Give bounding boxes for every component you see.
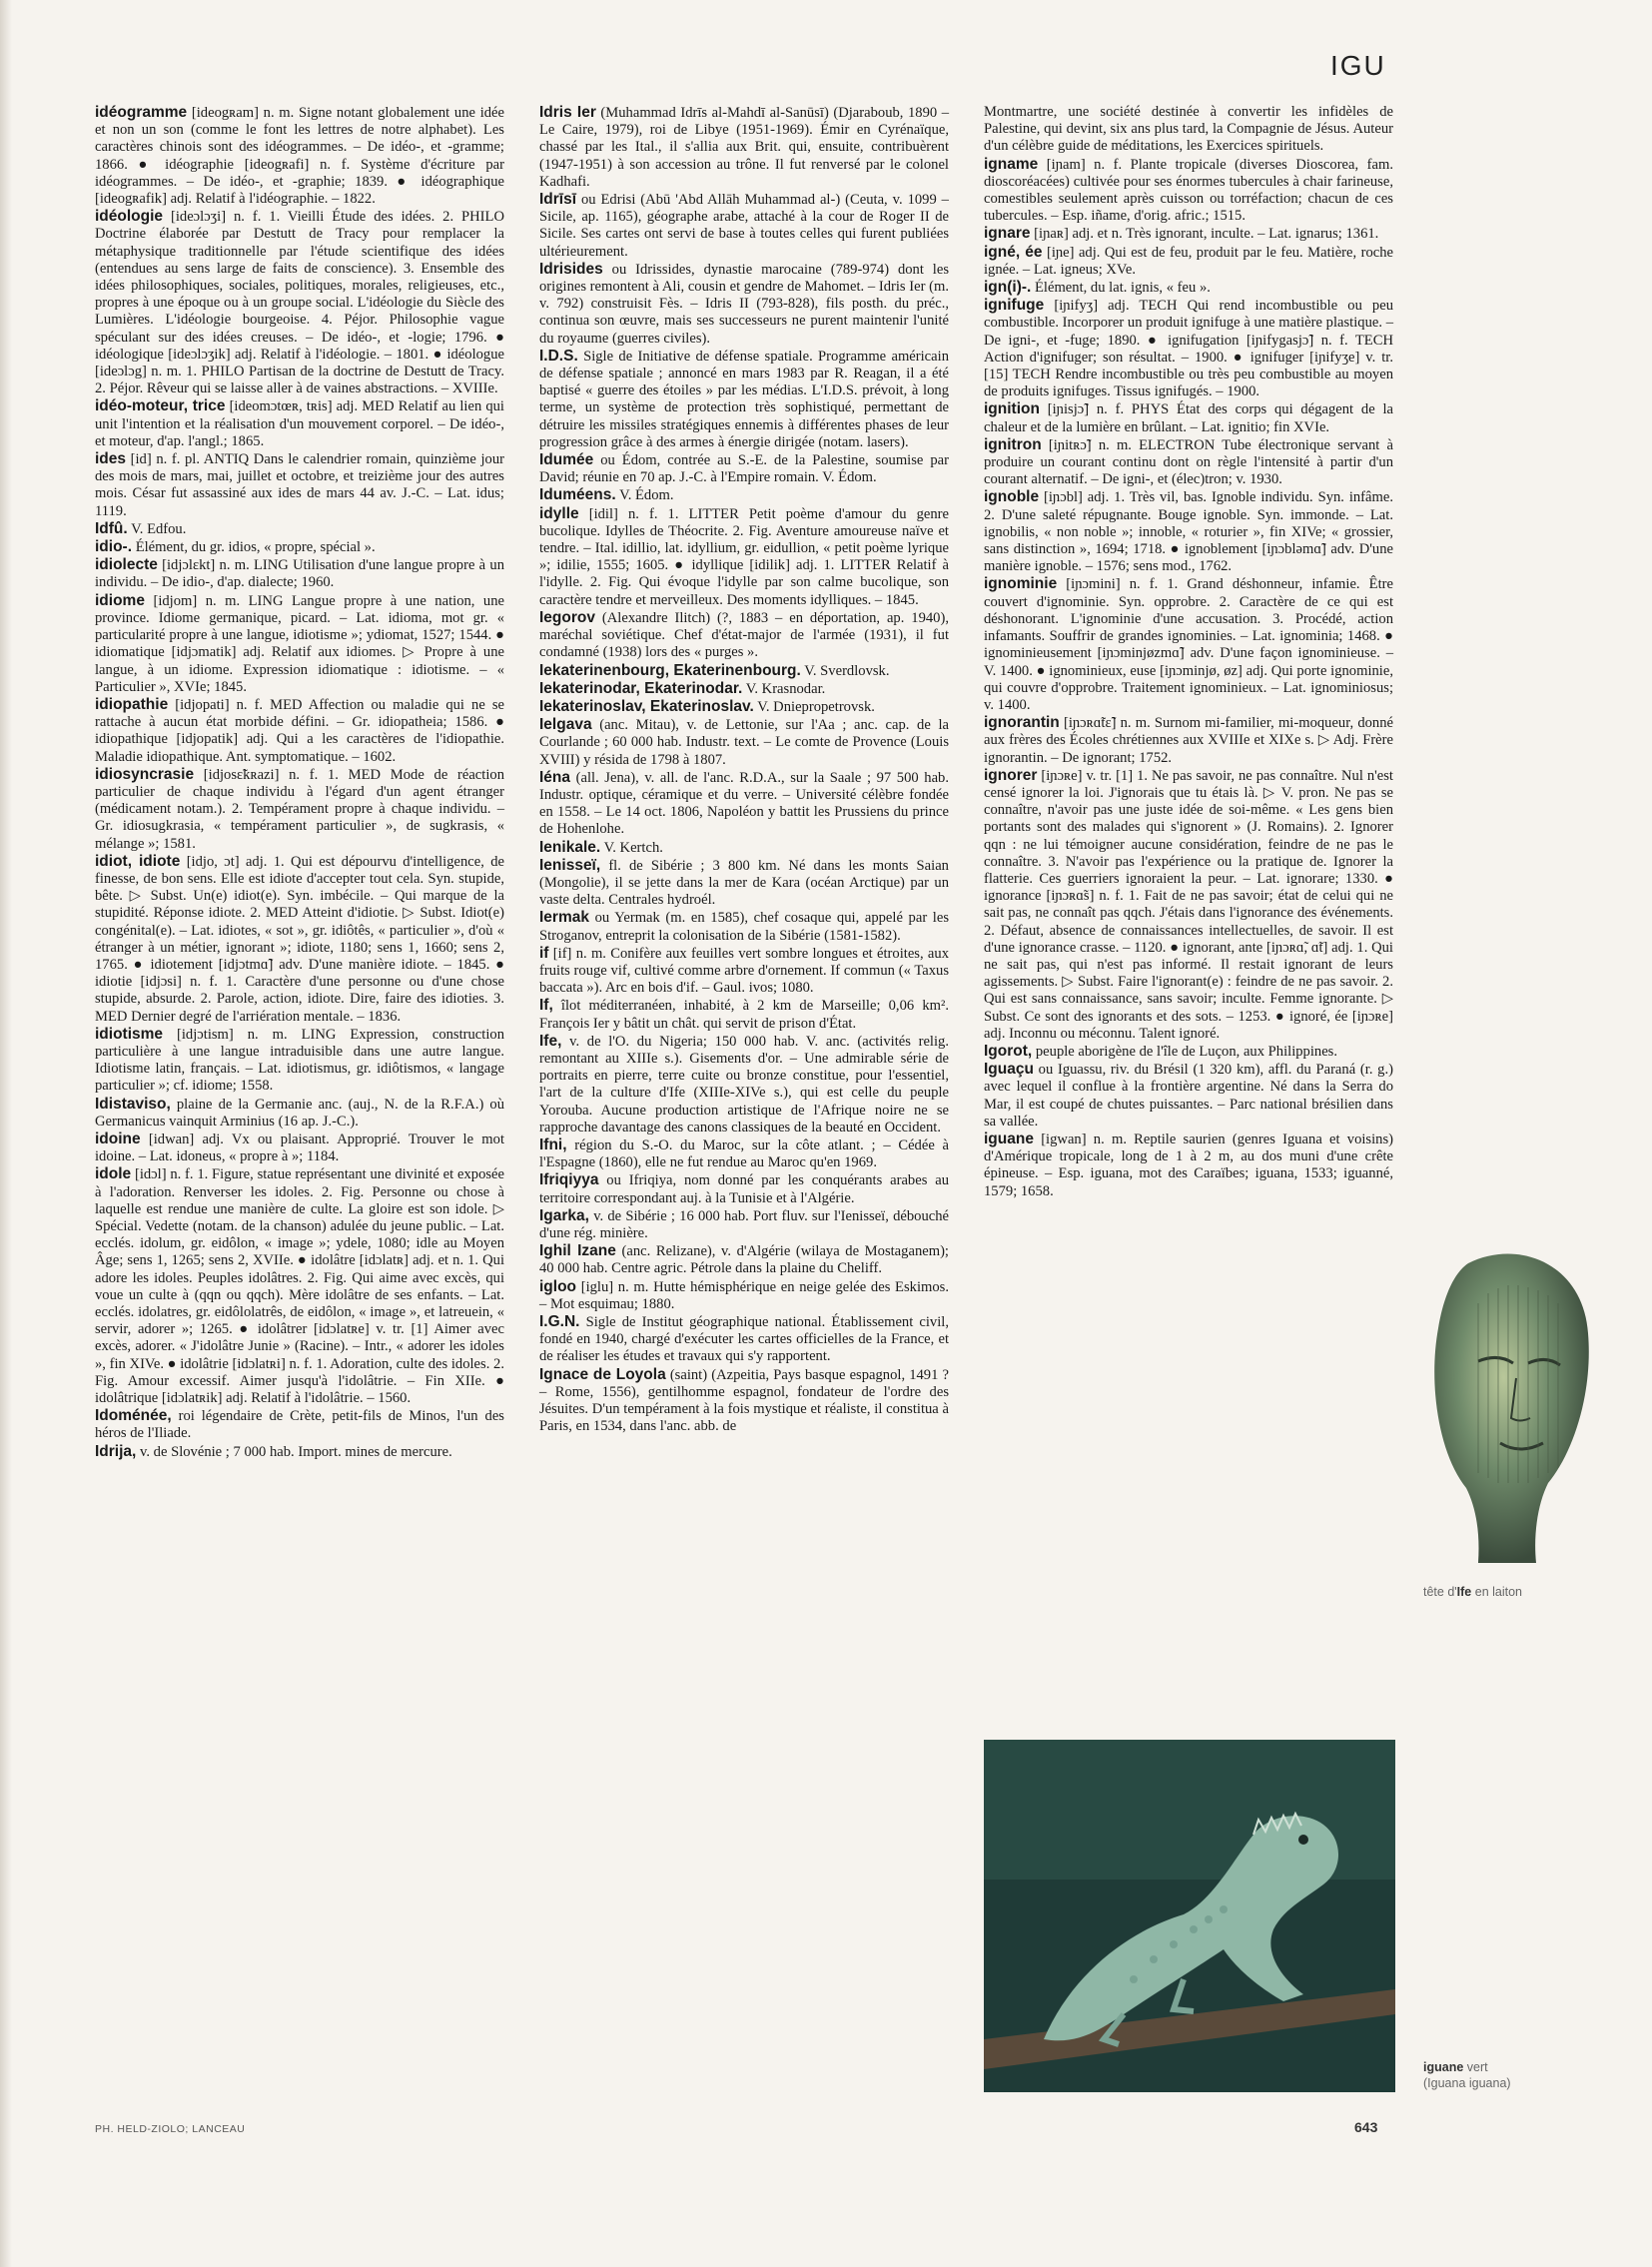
dictionary-entry xyxy=(539,1171,949,1206)
entry-headword: idiolecte xyxy=(95,556,158,574)
entry-definition: ou Edrisi (Abū 'Abd Allāh Muhammad al-) (Ceuta, v. 1099 – Sicile, ap. 1165), géographe arabe, attaché à la cour de Roger II de Sicile. Ses cartes ont servi de base à toutes celles qui furent publiées ultérieurement. xyxy=(539,192,949,260)
entry-definition: V. Édom. xyxy=(619,487,674,504)
entry-definition: [idjosɛ̃kʀazi] n. f. 1. MED Mode de réaction particulier de chaque individu à l'égard d'un agent étranger (médicament notam.). 2. Tempérament propre à chaque individu. – Gr. idiosugkrasia, « tempérament particulier », de sugkrasis, « mélange »; 1581. xyxy=(95,766,504,852)
dictionary-entry xyxy=(984,436,1393,489)
entry-headword: Idris Ier xyxy=(539,104,596,121)
entry-headword: idéogramme xyxy=(95,104,188,121)
entry-headword: idéologie xyxy=(95,208,164,226)
entry-headword: Ienikale. xyxy=(539,838,601,856)
caption-latin-name: (Iguana iguana) xyxy=(1423,2076,1511,2090)
entry-headword: Iekaterinodar, Ekaterinodar. xyxy=(539,679,743,697)
ife-head-illustration xyxy=(1408,1243,1608,1583)
entry-definition: [idwan] adj. Vx ou plaisant. Approprié. Trouver le mot idoine. – Lat. idoneus, « propre à »; 1184. xyxy=(95,1131,504,1165)
entry-definition: [iɲe] adj. Qui est de feu, produit par le feu. Matière, roche ignée. – Lat. igneus; XVe. xyxy=(984,244,1394,278)
entry-definition: (Alexandre Ilitch) (?, 1883 – en déportation, ap. 1940), maréchal soviétique. Chef d'état-major de l'armée (1931), il fut condamné (1938) lors des « purges ». xyxy=(539,609,949,661)
entry-headword: Iduméens. xyxy=(539,486,616,504)
entry-headword: idéo-moteur, trice xyxy=(95,397,226,415)
dictionary-entry xyxy=(95,1443,504,1461)
dictionary-entry xyxy=(539,609,949,662)
entry-headword: Ifni, xyxy=(539,1135,567,1153)
entry-headword: idiome xyxy=(95,591,145,609)
entry-definition: [iɲɔmini] n. f. 1. Grand déshonneur, infamie. Être couvert d'ignominie. Syn. opprobre. 2. Caractère de ce qui est déshonorant. L'ignominie d'une accusation. 3. Procédé, action infamants. Souffrir de grandes ignominies. – Lat. ignominia; 1468. ● ignominieusement [iɲɔminjøzmɑ̃] adv. D'une façon ignominieuse. – V. 1400. ● ignominieux, euse [iɲɔminjø, øz] adj. Qui porte ignominie, qui couvre d'opprobre. Traitement ignominieux. – Lat. ignominiosus; v. 1400. xyxy=(984,576,1393,713)
dictionary-entry xyxy=(95,520,504,538)
entry-headword: idio-. xyxy=(95,538,133,556)
entry-definition: fl. de Sibérie ; 3 800 km. Né dans les monts Saian (Mongolie), il se jette dans la mer de Kara (océan Arctique) par un vaste delta. Centrales hydroél. xyxy=(539,857,949,909)
dictionary-entry xyxy=(95,538,504,556)
entry-headword: Iermak xyxy=(539,909,589,927)
dictionary-entry xyxy=(984,1061,1393,1131)
entry-headword: ignominie xyxy=(984,575,1058,593)
entry-definition: [ideɔlɔʒi] n. f. 1. Vieilli Étude des idées. 2. PHILO Doctrine élaborée par Destutt de Tracy pour remplacer la métaphysique traditionnelle par l'étude scientifique des idées (entendues au sens large de faits de conscience). 3. Ensemble des idées philosophiques, sociales, politiques, morales, religieuses, etc., propres à une époque ou à un groupe social. L'idéologie du Siècle des Lumières. L'idéologie bourgeoise. 4. Péjor. Philosophie vague spéculant sur des idées creuses. – De idéo-, et -logie; 1796. ● idéologique [ideɔlɔʒik] adj. Relatif à l'idéologie. – 1801. ● idéologue [ideɔlɔg] n. m. 1. PHILO Partisan de la doctrine de Destutt de Tracy. 2. Péjor. Rêveur qui se laisse aller à de vaines abstractions. – XVIIIe. xyxy=(95,209,504,397)
dictionary-entry xyxy=(95,1026,504,1096)
dictionary-entry xyxy=(539,1278,949,1313)
entry-headword: idiotisme xyxy=(95,1025,164,1043)
entry-definition: V. Edfou. xyxy=(131,520,187,537)
dictionary-entry xyxy=(984,1131,1393,1200)
entry-headword: Ifriqiyya xyxy=(539,1171,599,1189)
entry-headword: Igorot, xyxy=(984,1042,1033,1060)
column-2 xyxy=(539,104,949,1435)
entry-headword: Idrija, xyxy=(95,1442,137,1460)
guide-word: IGU xyxy=(1330,50,1386,81)
dictionary-entry xyxy=(539,486,949,504)
dictionary-entry xyxy=(539,716,949,769)
entry-headword: igname xyxy=(984,155,1039,173)
entry-headword: ignitron xyxy=(984,435,1042,453)
entry-definition: [iɲɔʀe] v. tr. [1] 1. Ne pas savoir, ne pas connaître. Nul n'est censé ignorer la loi. J'ignorais que tu étais là. ▷ V. pron. Ne pas se connaître, n'avoir pas une juste idée de soi-même. « Les gens bien portants sont des malades qui s'ignorent » (J. Romains). 2. Ignorer qqn : ne lui témoigner aucune considération, feindre de ne pas le connaître. 3. N'avoir pas l'expérience ou la pratique de. Ignorer la flatterie. Ces guerriers ignoraient la peur. – Lat. ignorare; 1330. ● ignorance [iɲɔʀɑ̃s] n. f. 1. Fait de ne pas savoir; état de celui qui ne sait pas, ne connaît pas qqch. J'étais dans l'ignorance des événements. 2. Défaut, absence de connaissances intellectuelles, de savoir. Il est d'une ignorance crasse. – 1120. ● ignorant, ante [iɲɔʀɑ̃, ɑ̃t] adj. 1. Qui ne sait pas, qui n'est pas informé. Il restait ignorant de leurs agissements. ▷ Subst. Faire l'ignorant(e) : feindre de ne pas savoir. 2. Qui est sans connaissance, sans savoir; inculte. Femme ignorante. ▷ Subst. Ce sont des ignorants et des sots. – 1253. ● ignoré, ée [iɲɔʀe] adj. Inconnu ou méconnu. Talent ignoré. xyxy=(984,767,1393,1042)
dictionary-entry xyxy=(984,225,1393,243)
entry-definition: [iɲaʀ] adj. et n. Très ignorant, inculte. – Lat. ignarus; 1361. xyxy=(1034,226,1379,243)
entry-headword: ign(i)-. xyxy=(984,279,1032,297)
entry-definition: [idjopati] n. f. MED Affection ou maladie qui ne se rattache à aucun état morbide défini. – Gr. idiopatheia; 1586. ● idiopathique [idjopatik] adj. Qui a les caractères de l'idiopathie. Maladie idiopathique. Ant. symptomatique. – 1602. xyxy=(95,696,504,765)
entry-definition: [ideogʀam] n. m. Signe notant globalement une idée et non un son (comme le font les lettres de notre alphabet). Les caractères chinois sont des idéogrammes. – De idéo-, et -gramme; 1866. ● idéographie [ideogʀafi] n. f. Système d'écriture par idéogrammes. – De idéo-, et -graphie; 1839. ● idéographique [ideogʀafik] adj. Relatif à l'idéographie. – 1822. xyxy=(95,105,504,208)
dictionary-entry xyxy=(539,769,949,839)
entry-definition: [idjɔlɛkt] n. m. LING Utilisation d'une langue propre à un individu. – De idio-, d'ap. dialecte; 1960. xyxy=(95,557,504,591)
entry-headword: Idoménée, xyxy=(95,1407,172,1425)
entry-definition: Élément, du lat. ignis, « feu ». xyxy=(1035,280,1211,297)
entry-headword: Igarka, xyxy=(539,1206,589,1224)
dictionary-entry xyxy=(539,505,949,609)
entry-definition: [igwan] n. m. Reptile saurien (genres Iguana et voisins) d'Amérique tropicale, long de 1 à 2 m, au dos muni d'une crête épineuse. – Esp. iguana, mot des Caraïbes; iguana, 1533; iguanné, 1579; 1658. xyxy=(984,1131,1393,1199)
entry-headword: Ignace de Loyola xyxy=(539,1365,666,1383)
dictionary-entry xyxy=(539,451,949,486)
column-1 xyxy=(95,104,504,1461)
entry-definition: v. de Slovénie ; 7 000 hab. Import. mines de mercure. xyxy=(140,1443,452,1460)
entry-headword: idylle xyxy=(539,504,579,522)
entry-definition: (Muhammad Idrīs al-Mahdī al-Sanūsī) (Djaraboub, 1890 – Le Caire, 1979), roi de Libye (1951-1969). Émir en Cyrénaïque, chassé par les Ital., il s'allia aux Brit. qui, ensuite, contribuèrent (1947-1951) à son accession au trône. Il fut renversé par le colonel Kadhafi. xyxy=(539,105,949,190)
dictionary-entry xyxy=(95,397,504,450)
entry-headword: If, xyxy=(539,997,553,1015)
entry-definition: [iɲisjɔ̃] n. f. PHYS État des corps qui dégagent de la chaleur et de la lumière en brûlant. – Lat. ignitio; fin XVIe. xyxy=(984,401,1393,435)
dictionary-entry xyxy=(539,1242,949,1277)
dictionary-entry xyxy=(95,1096,504,1131)
entry-headword: idiot, idiote xyxy=(95,852,181,870)
entry-definition: v. de l'O. du Nigeria; 150 000 hab. V. anc. (activités relig. remontant au XIIIe s.). Gisements d'or. – Une admirable série de portraits en pierre, terre cuite ou bronze constitue, pour l'essentiel, l'art de la culture d'Ife (XIIIe-XIVe s.), qui est celle du peuple Yorouba. Aucune production artistique de l'Afrique noire ne se rapproche davantage des canons classiques de la beauté en Occident. xyxy=(539,1033,949,1135)
entry-definition: Montmartre, une société destinée à convertir les infidèles de Palestine, qui devint, six ans plus tard, la Compagnie de Jésus. Auteur d'un célèbre guide de méditations, les Exercices spirituels. xyxy=(984,104,1393,155)
entry-definition: (anc. Mitau), v. de Lettonie, sur l'Aa ; anc. cap. de la Courlande ; 60 000 hab. Industr. text. – Le comte de Provence (Louis XVIII) y résida de 1798 à 1807. xyxy=(539,717,949,768)
entry-headword: Idrisides xyxy=(539,260,603,278)
dictionary-entry xyxy=(539,348,949,451)
entry-headword: Iguaçu xyxy=(984,1061,1034,1079)
dictionary-entry xyxy=(984,104,1393,156)
entry-definition: [id] n. f. pl. ANTIQ Dans le calendrier romain, quinzième jour des mois de mars, mai, juillet et octobre, et treizième jour des autres mois. César fut assassiné aux ides de mars 44 av. J.-C. – Lat. idus; 1119. xyxy=(95,451,505,519)
dictionary-entry xyxy=(539,909,949,944)
entry-definition: ou Iguassu, riv. du Brésil (1 320 km), affl. du Paraná (r. g.) avec lequel il conflue à la frontière argentine. Né dans la Serra do Mar, il est coupé de chutes puissantes. – Parc national brésilien dans sa vallée. xyxy=(984,1062,1393,1130)
dictionary-entry xyxy=(539,662,949,680)
entry-headword: ignorer xyxy=(984,766,1038,784)
dictionary-entry xyxy=(539,1313,949,1366)
caption-text: en laiton xyxy=(1471,1585,1522,1599)
entry-headword: if xyxy=(539,944,549,962)
entry-definition: [iɲam] n. f. Plante tropicale (diverses Dioscorea, fam. dioscoréacées) cultivée pour ses énormes tubercules à chair farineuse, comestibles seulement après cuisson ou torréfaction; chacun de ces tubercules. – Esp. iñame, d'orig. afric.; 1515. xyxy=(984,156,1394,225)
entry-definition: région du S.-O. du Maroc, sur la côte atlant. ; – Cédée à l'Espagne (1860), elle ne fut rendue au Maroc qu'en 1969. xyxy=(539,1136,949,1171)
entry-headword: I.G.N. xyxy=(539,1313,580,1331)
dictionary-entry xyxy=(95,853,504,1026)
dictionary-entry xyxy=(95,1407,504,1442)
entry-definition: (saint) (Azpeitia, Pays basque espagnol, 1491 ? – Rome, 1556), gentilhomme espagnol, fondateur de l'ordre des Jésuites. D'un tempérament à la fois mystique et réaliste, il constitua à Paris, en 1534, dans l'anc. abb. de xyxy=(539,1366,949,1435)
entry-headword: idole xyxy=(95,1165,132,1183)
dictionary-entry xyxy=(539,1136,949,1171)
entry-headword: idiosyncrasie xyxy=(95,765,195,783)
entry-definition: [idjɔtism] n. m. LING Expression, construction particulière à une langue intraduisible dans une autre langue. Idiotisme latin, français. – Lat. idiotismus, gr. idiôtismos, « langage particulier »; cf. idiome; 1558. xyxy=(95,1026,504,1095)
entry-definition: V. Krasnodar. xyxy=(745,680,826,697)
entry-headword: iguane xyxy=(984,1130,1034,1147)
dictionary-entry xyxy=(984,714,1393,767)
dictionary-entry xyxy=(984,767,1393,1043)
dictionary-entry xyxy=(95,696,504,766)
entry-headword: idiopathie xyxy=(95,695,169,713)
iguana-caption xyxy=(1423,2059,1511,2091)
entry-headword: ignare xyxy=(984,225,1031,243)
page-fold-shadow xyxy=(0,0,12,2267)
entry-definition: v. de Sibérie ; 16 000 hab. Port fluv. sur l'Ienisseï, débouché d'une rég. minière. xyxy=(539,1207,949,1241)
entry-headword: Idumée xyxy=(539,451,594,469)
entry-definition: Élément, du gr. idios, « propre, spécial ». xyxy=(135,539,376,556)
caption-text: vert xyxy=(1463,2060,1488,2074)
entry-definition: Sigle de Institut géographique national. Établissement civil, fondé en 1940, chargé d'exécuter les cartes officielles de la France, et de réaliser les études et travaux qui s'y rapportent. xyxy=(539,1314,949,1365)
column-3 xyxy=(984,104,1393,1200)
dictionary-entry xyxy=(539,680,949,698)
entry-definition: Sigle de Initiative de défense spatiale. Programme américain de défense spatiale ; annoncé en mars 1983 par R. Reagan, il a été baptisé « guerre des étoiles » par les médias. L'I.D.S. prévoit, à long terme, un système de protection très sophistiqué, permettant de détruire les missiles stratégiques ennemis à différentes phases de leur progression grâce à des armes à énergie dirigée (notam. lasers). xyxy=(539,348,949,450)
caption-bold: Ife xyxy=(1456,1585,1472,1599)
iguana-photo xyxy=(984,1740,1395,2092)
entry-definition: [ideomɔtœʀ, tʀis] adj. MED Relatif au lien qui unit l'intention et la réalisation d'un mouvement corporel. – De idéo-, et moteur, d'ap. l'angl.; 1865. xyxy=(95,398,504,449)
entry-headword: ignoble xyxy=(984,488,1040,506)
entry-definition: V. Sverdlovsk. xyxy=(804,662,890,679)
entry-headword: ignition xyxy=(984,400,1040,418)
entry-definition: [iɲitʀɔ̃] n. m. ELECTRON Tube électronique servant à produire un courant continu dont on règle l'intensité à partir d'un courant alternatif. – De igni-, et (élec)tron; v. 1930. xyxy=(984,436,1393,488)
entry-definition: plaine de la Germanie anc. (auj., N. de la R.F.A.) où Germanicus vainquit Arminius (16 ap. J.-C.). xyxy=(95,1096,504,1130)
entry-definition: [idil] n. f. 1. LITTER Petit poème d'amour du genre bucolique. Idylles de Théocrite. 2. Fig. Aventure amoureuse naïve et tendre. – Ital. idillio, lat. idyllium, gr. eidullion, « petit poème lyrique »; idilie, 1555; 1605. ● idyllique [idilik] adj. 1. LITTER Relatif à l'idylle. 2. Fig. Qui évoque l'idylle par son calme bucolique, son caractère tendre et merveilleux. Des moments idylliques. – 1845. xyxy=(539,505,949,608)
caption-bold: iguane xyxy=(1423,2060,1464,2074)
dictionary-entry xyxy=(95,1131,504,1165)
entry-headword: Iegorov xyxy=(539,608,595,626)
entry-headword: Ighil Izane xyxy=(539,1242,616,1260)
dictionary-entry xyxy=(539,1366,949,1436)
entry-headword: ides xyxy=(95,450,127,468)
dictionary-entry xyxy=(984,488,1393,575)
entry-definition: ou Yermak (m. en 1585), chef cosaque qui, appelé par les Stroganov, entreprit la colonisation de la Sibérie (1581-1582). xyxy=(539,910,949,944)
head-caption xyxy=(1423,1584,1522,1600)
dictionary-entry xyxy=(95,592,504,696)
dictionary-entry xyxy=(984,575,1393,714)
entry-headword: Idrīsī xyxy=(539,191,577,209)
caption-text: tête d' xyxy=(1423,1585,1457,1599)
dictionary-entry xyxy=(984,1043,1393,1061)
page-number: 643 xyxy=(1354,2119,1378,2135)
dictionary-entry xyxy=(539,997,949,1032)
entry-definition: ou Ifriqiya, nom donné par les conquérants arabes au territoire correspondant auj. à la Tunisie et à l'Algérie. xyxy=(539,1172,949,1206)
entry-definition: [iɲɔʀɑ̃tɛ̃] n. m. Surnom mi-familier, mi-moqueur, donné aux frères des Écoles chrétiennes aux XVIIIe et XIXe s. ▷ Adj. Frère ignorantin. – De ignorant; 1752. xyxy=(984,715,1393,766)
dictionary-entry xyxy=(95,766,504,853)
entry-definition: [if] n. m. Conifère aux feuilles vert sombre longues et étroites, aux fruits rouge vif, cultivé comme arbre d'ornement. If commun (« Taxus baccata »). Arc en bois d'if. – Gaul. ivos; 1080. xyxy=(539,945,949,997)
dictionary-entry xyxy=(539,839,949,857)
entry-definition: [iglu] n. m. Hutte hémisphérique en neige gelée des Eskimos. – Mot esquimau; 1880. xyxy=(539,1278,949,1312)
photo-credit: PH. HELD-ZIOLO; LANCEAU xyxy=(95,2123,246,2135)
dictionary-entry xyxy=(539,857,949,910)
entry-headword: ignorantin xyxy=(984,714,1060,732)
entry-headword: Iéna xyxy=(539,768,571,786)
entry-headword: ignifuge xyxy=(984,297,1045,315)
dictionary-entry xyxy=(95,1165,504,1407)
entry-definition: ou Édom, contrée au S.-E. de la Palestine, soumise par David; réunie en 70 ap. J.-C. à l'Empire romain. V. Édom. xyxy=(539,452,949,486)
dictionary-entry xyxy=(539,1207,949,1242)
entry-definition: peuple aborigène de l'île de Luçon, aux Philippines. xyxy=(1035,1043,1337,1060)
dictionary-entry xyxy=(539,191,949,261)
entry-definition: [iɲifyʒ] adj. TECH Qui rend incombustible ou peu combustible. Incorporer un produit ignifuge à une matière plastique. – De igni-, et -fuge; 1890. ● ignifugation [iɲifygasjɔ̃] n. f. TECH Action d'ignifuger; son résultat. – 1900. ● ignifuger [iɲifyʒe] v. tr. [15] TECH Rendre incombustible ou très peu combustible au moyen de produits ignifuges. Tissus ignifugés. – 1900. xyxy=(984,298,1393,400)
entry-definition: (all. Jena), v. all. de l'anc. R.D.A., sur la Saale ; 97 500 hab. Industr. optique, céramique et du verre. – Université célèbre fondée en 1558. – Le 14 oct. 1806, Napoléon y battit les Prussiens du prince de Hohenlohe. xyxy=(539,769,949,838)
entry-headword: idoine xyxy=(95,1130,141,1147)
dictionary-entry xyxy=(95,104,504,208)
dictionary-entry xyxy=(539,1033,949,1136)
entry-headword: Idfû. xyxy=(95,519,128,537)
entry-headword: Ielgava xyxy=(539,716,592,734)
entry-definition: (anc. Relizane), v. d'Algérie (wilaya de Mostaganem); 40 000 hab. Centre agric. Pétrole dans la plaine du Cheliff. xyxy=(539,1243,949,1277)
dictionary-entry xyxy=(984,279,1393,297)
dictionary-entry xyxy=(984,244,1393,279)
entry-definition: [iɲɔbl] adj. 1. Très vil, bas. Ignoble individu. Syn. infâme. 2. D'une saleté répugnante. Bouge ignoble. Syn. immonde. – Lat. ignobilis, « non noble »; innoble, « roturier », fin XIVe; « grossier, sans distinction », 1694; 1718. ● ignoblement [iɲɔbləmɑ̃] adv. D'une manière ignoble. – 1576; sens mod., 1762. xyxy=(984,489,1393,575)
entry-headword: Idistaviso, xyxy=(95,1095,171,1113)
entry-definition: [idjo, ɔt] adj. 1. Qui est dépourvu d'intelligence, de finesse, de bon sens. Elle est idiote d'accepter tout cela. Syn. stupide, bête. ▷ Subst. Un(e) idiot(e). Syn. imbécile. – Qui marque de la stupidité. Réponse idiote. 2. MED Atteint d'idiotie. ▷ Subst. Idiot(e) congénital(e). – Lat. idiotes, « sot », gr. idiôtês, « particulier », d'où « étranger à un métier, ignorant »; idiote, 1180; sens 1, 1660; sens 2, 1765. ● idiotement [idjɔtmɑ̃] adv. D'une manière idiote. – 1845. ● idiotie [idjɔsi] n. f. 1. Caractère d'une personne ou d'une chose stupide, absurde. 2. Parole, action, idiote. Dire, faire des idioties. 3. MED Dernier degré de l'arriération mentale. – 1836. xyxy=(95,853,505,1025)
entry-headword: I.D.S. xyxy=(539,347,578,365)
dictionary-entry xyxy=(95,450,504,520)
entry-definition: ou Idrissides, dynastie marocaine (789-974) dont les origines remontent à Ali, cousin et gendre de Mahomet. – Idris Ier (m. v. 792) construisit Fès. – Idris II (793-828), fils posth. du préc., continua son œuvre, mais ses successeurs ne purent maintenir l'unité du royaume (guerres civiles). xyxy=(539,261,949,347)
dictionary-entry xyxy=(539,104,949,191)
dictionary-entry xyxy=(539,261,949,348)
dictionary-entry xyxy=(984,156,1393,226)
entry-headword: Ife, xyxy=(539,1032,562,1050)
entry-headword: Iekaterinoslav, Ekaterinoslav. xyxy=(539,697,754,715)
dictionary-entry xyxy=(539,945,949,998)
dictionary-entry xyxy=(984,297,1393,400)
entry-headword: igloo xyxy=(539,1277,577,1295)
entry-definition: V. Kertch. xyxy=(603,839,663,856)
entry-definition: îlot méditerranéen, inhabité, à 2 km de Marseille; 0,06 km². François Ier y bâtit un chât. qui servit de prison d'État. xyxy=(539,998,949,1032)
dictionary-entry xyxy=(984,400,1393,435)
entry-headword: Iekaterinenbourg, Ekaterinenbourg. xyxy=(539,661,801,679)
dictionary-entry xyxy=(95,556,504,591)
entry-definition: V. Dniepropetrovsk. xyxy=(757,698,875,715)
entry-definition: [idɔl] n. f. 1. Figure, statue représentant une divinité et exposée à l'adoration. Renverser les idoles. 2. Fig. Personne ou chose à laquelle est rendue une manière de culte. La gloire est son idole. ▷ Spécial. Vedette (notam. de la chanson) adulée du jeune public. – Lat. ecclés. idolum, gr. eidôlon, « image »; ydele, 1080; idle au Moyen Âge; sens 1, 1265; sens 2, XVIIe. ● idolâtre [idɔlatʀ] adj. et n. 1. Qui adore les idoles. Peuples idolâtres. 2. Fig. Qui aime avec excès, qui voue un culte à (qqn ou qqch). Mère idolâtre de ses enfants. – Lat. ecclés. idolatres, gr. eidôlolatrês, de eidôlon, « image », et latreuein, « servir, adorer »; 1265. ● idolâtrer [idɔlatʀe] v. tr. [1] Aimer avec excès, adorer. « J'idolâtre Junie » (Racine). – Intr., « adorer les idoles », fin XIVe. ● idolâtrie [idɔlatʀi] n. f. 1. Adoration, culte des idoles. 2. Fig. Amour excessif. Aimer jusqu'à l'idolâtrie. – Fin XIIe. ● idolâtrique [idɔlatʀik] adj. Relatif à l'idolâtrie. – 1560. xyxy=(95,1166,504,1407)
dictionary-entry xyxy=(95,208,504,397)
entry-headword: igné, ée xyxy=(984,243,1043,261)
entry-definition: [idjom] n. m. LING Langue propre à une nation, une province. Idiome germanique, picard. – Lat. idioma, mot gr. « particularité propre à une langue, idiotisme »; ydiomat, 1527; 1544. ● idiomatique [idjɔmatik] adj. Relatif aux idiomes. ▷ Propre à une langue, à un idiome. Expression idiomatique : idiotisme. – « Particulier », XVIe; 1845. xyxy=(95,592,504,695)
entry-headword: Ienisseï, xyxy=(539,856,601,874)
dictionary-entry xyxy=(539,698,949,716)
entry-definition: roi légendaire de Crète, petit-fils de Minos, l'un des héros de l'Iliade. xyxy=(95,1408,504,1442)
